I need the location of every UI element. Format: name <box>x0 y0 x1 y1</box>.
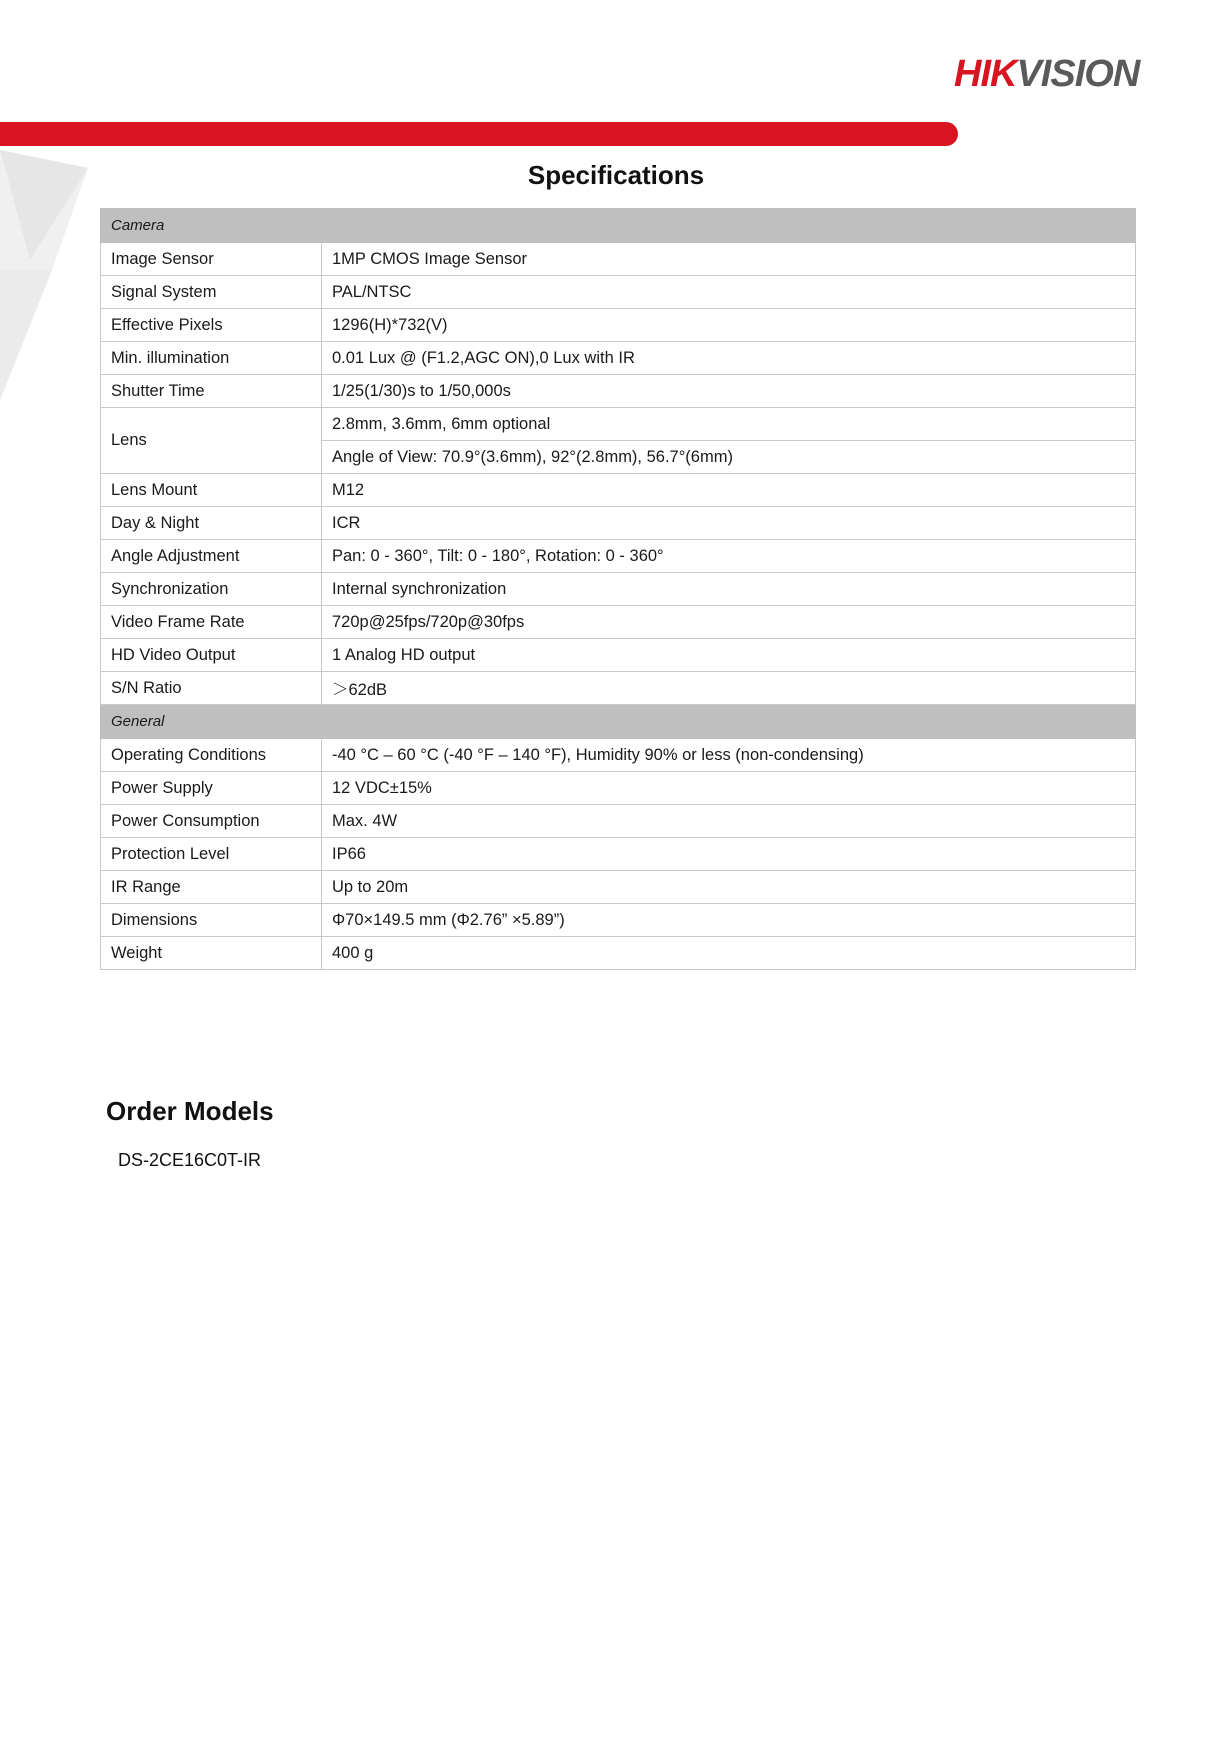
table-row <box>101 540 1136 573</box>
spec-value: ICR <box>322 507 1136 540</box>
spec-label: Dimensions <box>101 904 322 937</box>
spec-value: Up to 20m <box>322 871 1136 904</box>
spec-label: Operating Conditions <box>101 739 322 772</box>
table-row <box>101 805 1136 838</box>
spec-value: Internal synchronization <box>322 573 1136 606</box>
table-row <box>101 937 1136 970</box>
table-row <box>101 639 1136 672</box>
order-model-item: DS-2CE16C0T-IR <box>118 1150 262 1170</box>
hikvision-logo <box>954 48 1186 98</box>
section-header: General <box>101 705 1136 739</box>
spec-label: Power Supply <box>101 772 322 805</box>
table-row <box>101 573 1136 606</box>
spec-value: M12 <box>322 474 1136 507</box>
spec-label: S/N Ratio <box>101 672 322 705</box>
spec-label: HD Video Output <box>101 639 322 672</box>
spec-label: Weight <box>101 937 322 970</box>
table-row <box>101 904 1136 937</box>
table-row <box>101 276 1136 309</box>
table-row <box>101 772 1136 805</box>
header-red-bar <box>0 122 958 146</box>
section-header: Camera <box>101 209 1136 243</box>
spec-label: Video Frame Rate <box>101 606 322 639</box>
table-row <box>101 309 1136 342</box>
table-row <box>101 739 1136 772</box>
spec-value: Max. 4W <box>322 805 1136 838</box>
spec-value: 400 g <box>322 937 1136 970</box>
spec-label: Lens Mount <box>101 474 322 507</box>
spec-value: PAL/NTSC <box>322 276 1136 309</box>
table-row <box>101 507 1136 540</box>
spec-value: 1296(H)*732(V) <box>322 309 1136 342</box>
spec-label: Signal System <box>101 276 322 309</box>
spec-label: IR Range <box>101 871 322 904</box>
spec-value: -40 °C – 60 °C (-40 °F – 140 °F), Humidity 90% or less (non-condensing) <box>322 739 1136 772</box>
table-row <box>101 474 1136 507</box>
table-row <box>101 375 1136 408</box>
specifications-table <box>100 208 1136 970</box>
spec-label: Image Sensor <box>101 243 322 276</box>
spec-label: Shutter Time <box>101 375 322 408</box>
page-title: Specifications <box>527 160 705 190</box>
table-row <box>101 243 1136 276</box>
spec-value: Angle of View: 70.9°(3.6mm), 92°(2.8mm), 56.7°(6mm) <box>322 441 1136 474</box>
order-models-heading: Order Models <box>106 1096 274 1126</box>
spec-label: Day & Night <box>101 507 322 540</box>
spec-label: Synchronization <box>101 573 322 606</box>
spec-value: Pan: 0 - 360°, Tilt: 0 - 180°, Rotation: 0 - 360° <box>322 540 1136 573</box>
table-row <box>101 408 1136 441</box>
spec-value: 1 Analog HD output <box>322 639 1136 672</box>
spec-value: 720p@25fps/720p@30fps <box>322 606 1136 639</box>
spec-label: Angle Adjustment <box>101 540 322 573</box>
spec-label: Protection Level <box>101 838 322 871</box>
spec-value: 12 VDC±15% <box>322 772 1136 805</box>
spec-label: Power Consumption <box>101 805 322 838</box>
table-row <box>101 672 1136 705</box>
spec-value: ＞62dB <box>322 672 1136 705</box>
svg-text:HIKVISION: HIKVISION <box>954 53 1140 95</box>
section-header-row <box>101 209 1136 243</box>
section-header-row <box>101 705 1136 739</box>
spec-label: Effective Pixels <box>101 309 322 342</box>
spec-value: Φ70×149.5 mm (Φ2.76” ×5.89”) <box>322 904 1136 937</box>
table-row <box>101 342 1136 375</box>
spec-value: 1MP CMOS Image Sensor <box>322 243 1136 276</box>
spec-value: IP66 <box>322 838 1136 871</box>
spec-label: Min. illumination <box>101 342 322 375</box>
table-row <box>101 838 1136 871</box>
spec-label: Lens <box>101 408 322 474</box>
table-row <box>101 871 1136 904</box>
spec-value: 1/25(1/30)s to 1/50,000s <box>322 375 1136 408</box>
table-row <box>101 606 1136 639</box>
spec-value: 0.01 Lux @ (F1.2,AGC ON),0 Lux with IR <box>322 342 1136 375</box>
spec-value: 2.8mm, 3.6mm, 6mm optional <box>322 408 1136 441</box>
